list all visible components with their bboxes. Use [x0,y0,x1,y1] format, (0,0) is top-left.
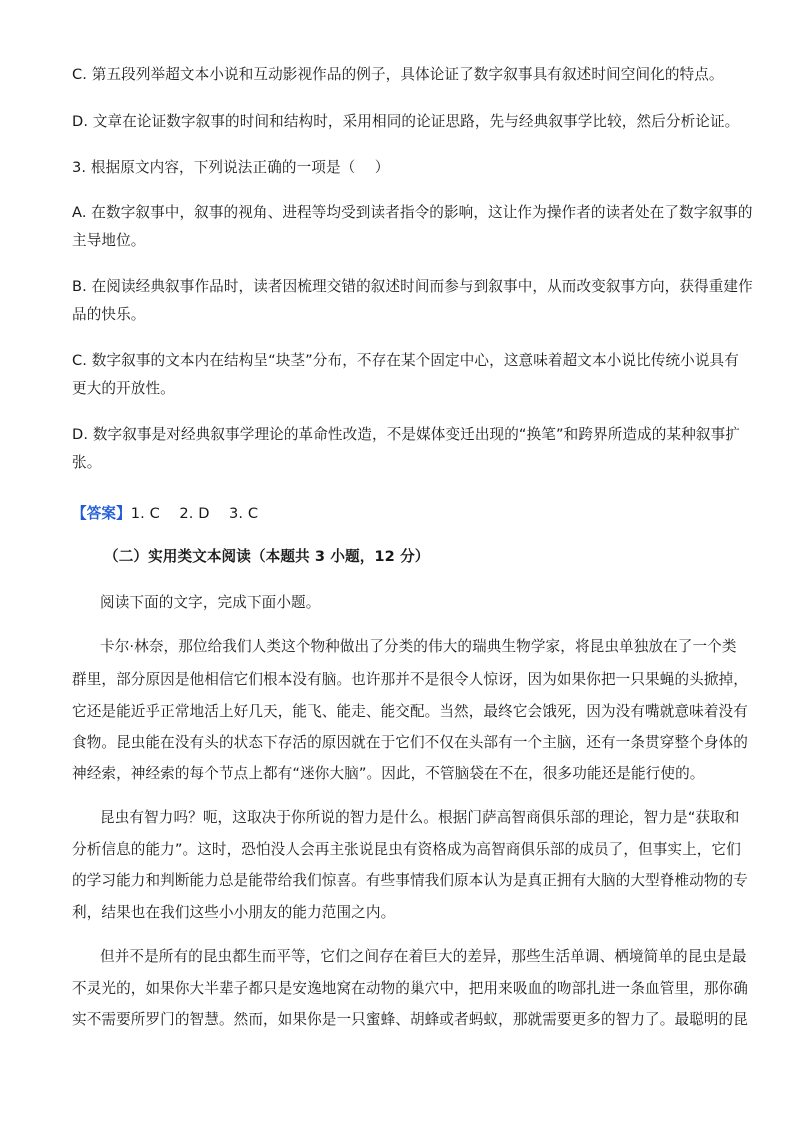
paragraph-1-line: 食物。昆虫能在没有头的状态下存活的原因就在于它们不仅在头部有一个主脑，还有一条贯穿整个身体的 [72,734,748,751]
option-d-line-1: D. 数字叙事是对经典叙事学理论的革命性改造，不是媒体变迁出现的“换笔”和跨界所造成的某种叙事扩 [72,426,740,443]
question-3: 3. 根据原文内容，下列说法正确的一项是（ ） [72,159,390,176]
option-c-line-2: 更大的开放性。 [72,380,175,397]
paragraph-1-line: 神经索，神经索的每个节点上都有“迷你大脑”。因此，不管脑袋在不在，很多功能还是能行使的。 [72,765,705,782]
answer-text: 1. C 2. D 3. C [130,505,259,522]
paragraph-2-line: 利，结果也在我们这些小小朋友的能力范围之内。 [72,904,396,921]
answer-line [72,503,732,525]
option-b-line-2: 品的快乐。 [72,306,146,323]
option-a-line-2: 主导地位。 [72,232,146,249]
option-d-q2: D. 文章在论证数字叙事的时间和结构时，采用相同的论证思路，先与经典叙事学比较，然后分析论证。 [72,113,740,130]
paragraph-1-line: 群里，部分原因是他相信它们根本没有脑。也许那并不是很令人惊讶，因为如果你把一只果蝇的头掀掉， [72,671,748,688]
option-a-line-1: A. 在数字叙事中，叙事的视角、进程等均受到读者指令的影响，这让作为操作者的读者处在了数字叙事的 [72,204,753,221]
section-heading: （二）实用类文本阅读（本题共 3 小题，12 分） [104,548,430,565]
option-b-line-1: B. 在阅读经典叙事作品时，读者因梳理交错的叙述时间而参与到叙事中，从而改变叙事方向，获得重建作 [72,278,753,295]
option-d-line-2: 张。 [72,454,102,471]
option-c-q2: C. 第五段列举超文本小说和互动影视作品的例子，具体论证了数字叙事具有叙述时间空间化的特点。 [72,66,724,83]
paragraph-2-line: 的学习能力和判断能力总是能带给我们惊喜。有些事情我们原本认为是真正拥有大脑的大型脊椎动物的专 [72,872,748,889]
answer-tag: 【答案】 [72,505,131,522]
paragraph-2-line: 分析信息的能力”。这时，恐怕没人会再主张说昆虫有资格成为高智商俱乐部的成员了，但事实上，它们 [72,841,741,858]
paragraph-3-line: 但并不是所有的昆虫都生而平等，它们之间存在着巨大的差异，那些生活单调、栖境简单的昆虫是最 [100,948,747,965]
paragraph-2-line: 昆虫有智力吗？呃，这取决于你所说的智力是什么。根据门萨高智商俱乐部的理论，智力是“获取和 [100,809,740,826]
paragraph-1-line: 它还是能近乎正常地活上好几天，能飞、能走、能交配。当然，最终它会饿死，因为没有嘴就意味着没有 [72,703,748,720]
paragraph-3-line: 实不需要所罗门的智慧。然而，如果你是一只蜜蜂、胡蜂或者蚂蚁，那就需要更多的智力了。最聪明的昆 [72,1011,748,1028]
reading-instruction: 阅读下面的文字，完成下面小题。 [100,594,321,611]
option-c-line-1: C. 数字叙事的文本内在结构呈“块茎”分布，不存在某个固定中心，这意味着超文本小说比传统小说具有 [72,352,739,369]
paragraph-3-line: 不灵光的，如果你大半辈子都只是安逸地窝在动物的巢穴中，把用来吸血的吻部扎进一条血管里，那你确 [72,980,748,997]
paragraph-1-line: 卡尔·林奈，那位给我们人类这个物种做出了分类的伟大的瑞典生物学家，将昆虫单独放在了一个类 [100,638,737,655]
